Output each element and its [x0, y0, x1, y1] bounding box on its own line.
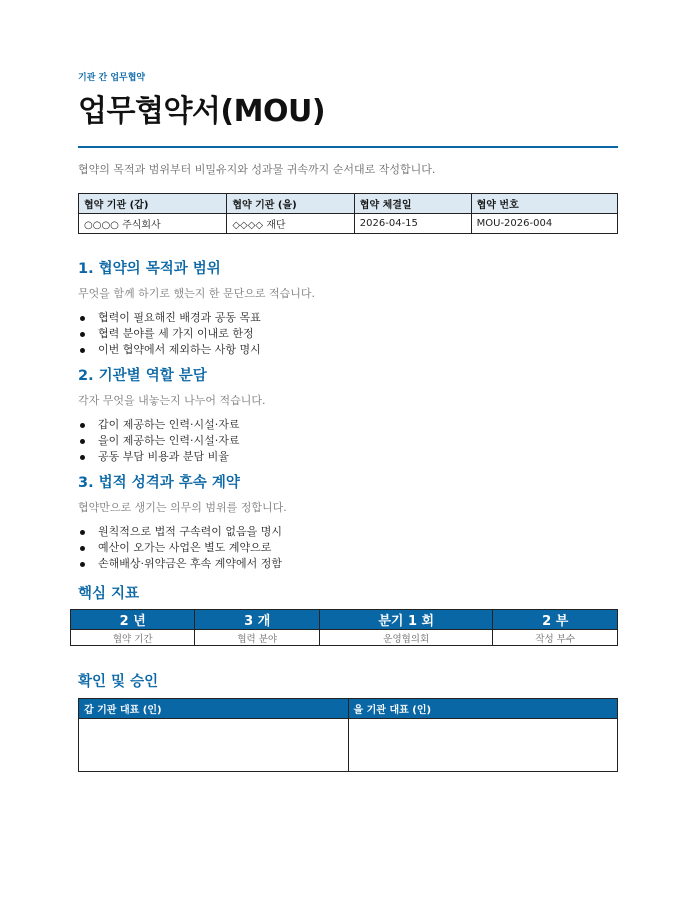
kpi-label: 운영협의회 — [319, 630, 493, 646]
list-item: 손해배상·위약금은 후속 계약에서 정함 — [78, 556, 618, 572]
cell-party-a: ○○○○ 주식회사 — [79, 214, 227, 234]
kpi-label: 협력 분야 — [195, 630, 319, 646]
kpi-value: 2 년 — [71, 610, 195, 630]
cell-signing-date: 2026-04-15 — [354, 214, 471, 234]
bullet-list — [78, 310, 618, 358]
kpi-value: 3 개 — [195, 610, 319, 630]
section-heading: 3. 법적 성격과 후속 계약 — [78, 475, 240, 491]
agreement-info-table — [78, 193, 618, 234]
header-party-b: 협약 기관 (을) — [227, 194, 354, 214]
header-party-a: 협약 기관 (갑) — [79, 194, 227, 214]
signature-box-party-a — [79, 719, 349, 772]
list-item: 협력 분야를 세 가지 이내로 한정 — [78, 326, 618, 342]
signature-row — [79, 719, 618, 772]
kpi-value: 2 부 — [493, 610, 618, 630]
kpi-value-row — [71, 610, 618, 630]
section-lead: 무엇을 함께 하기로 했는지 한 문단으로 적습니다. — [78, 287, 315, 300]
title-divider — [78, 146, 618, 148]
section-heading: 2. 기관별 역할 분담 — [78, 368, 207, 384]
signature-table — [78, 698, 618, 772]
bullet-list — [78, 524, 618, 572]
kpi-label: 작성 부수 — [493, 630, 618, 646]
table-row — [79, 214, 618, 234]
header-signing-date: 협약 체결일 — [354, 194, 471, 214]
list-item: 을이 제공하는 인력·시설·자료 — [78, 433, 618, 449]
table-header-row — [79, 194, 618, 214]
signature-party-a-header: 갑 기관 대표 (인) — [79, 699, 349, 719]
cell-party-b: ◇◇◇◇ 재단 — [227, 214, 354, 234]
list-item: 예산이 오가는 사업은 별도 계약으로 — [78, 540, 618, 556]
signature-box-party-b — [348, 719, 618, 772]
section-purpose-scope — [78, 257, 618, 358]
list-item: 공동 부담 비용과 분담 비율 — [78, 449, 618, 465]
bullet-list — [78, 417, 618, 465]
section-role-division — [78, 364, 618, 465]
kpi-heading: 핵심 지표 — [78, 586, 140, 602]
list-item: 원칙적으로 법적 구속력이 없음을 명시 — [78, 524, 618, 540]
list-item: 협력이 필요해진 배경과 공동 목표 — [78, 310, 618, 326]
signature-header-row — [79, 699, 618, 719]
header-agreement-number: 협약 번호 — [471, 194, 617, 214]
signature-party-b-header: 을 기관 대표 (인) — [348, 699, 618, 719]
section-lead: 협약만으로 생기는 의무의 범위를 정합니다. — [78, 501, 287, 514]
section-legal-nature — [78, 471, 618, 572]
list-item: 갑이 제공하는 인력·시설·자료 — [78, 417, 618, 433]
list-item: 이번 협약에서 제외하는 사항 명시 — [78, 342, 618, 358]
document-title: 업무협약서(MOU) — [78, 94, 326, 129]
section-lead: 각자 무엇을 내놓는지 나누어 적습니다. — [78, 394, 266, 407]
kpi-table — [70, 609, 618, 646]
signature-heading: 확인 및 승인 — [78, 674, 159, 690]
document-eyebrow: 기관 간 업무협약 — [78, 73, 146, 83]
kpi-label-row — [71, 630, 618, 646]
section-heading: 1. 협약의 목적과 범위 — [78, 261, 221, 277]
kpi-label: 협약 기간 — [71, 630, 195, 646]
document-intro: 협약의 목적과 범위부터 비밀유지와 성과물 귀속까지 순서대로 작성합니다. — [78, 163, 436, 176]
cell-agreement-number: MOU-2026-004 — [471, 214, 617, 234]
kpi-value: 분기 1 회 — [319, 610, 493, 630]
